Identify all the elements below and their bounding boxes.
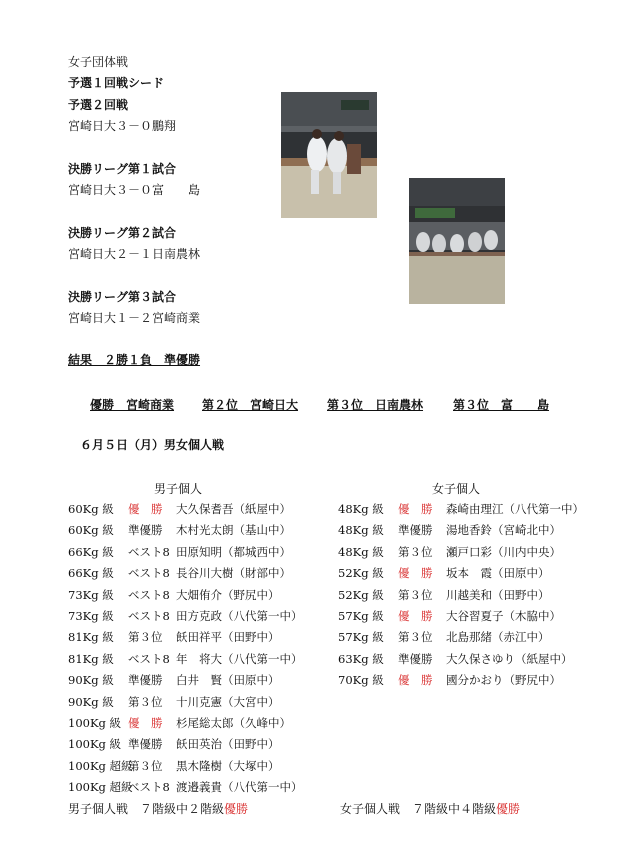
weight-class: 66Kg 級 [68, 544, 114, 559]
placement: 第３位 [398, 630, 433, 645]
athlete-name: 十川克憲（大宮中） [176, 694, 280, 709]
women-summary-red: 優勝 [496, 802, 521, 816]
weight-class: 48Kg 級 [338, 523, 384, 538]
weight-class: 81Kg 級 [68, 630, 114, 645]
round2-heading: 予選２回戦 [68, 98, 129, 112]
men-summary [68, 800, 248, 817]
weight-class: 100Kg 超級 [68, 780, 133, 795]
athlete-name: 飫田英治（田野中） [176, 737, 280, 752]
final-result: 結果 ２勝１負 準優勝 [68, 353, 201, 367]
placement: ベスト8 [128, 651, 170, 666]
weight-class: 70Kg 級 [338, 673, 384, 688]
judo-match-photo-icon [281, 92, 377, 218]
athlete-name: 瀬戸口彩（川内中央） [446, 544, 561, 559]
placement: 優 勝 [398, 502, 433, 516]
placement: 第３位 [128, 630, 163, 645]
weight-class: 57Kg 級 [338, 630, 384, 645]
ranking-1: 優勝 宮崎商業 [90, 398, 175, 412]
placement: 第３位 [128, 694, 163, 709]
weight-class: 60Kg 級 [68, 502, 114, 516]
men-heading: 男子個人 [154, 482, 203, 496]
placement: 優 勝 [398, 673, 433, 688]
weight-class: 57Kg 級 [338, 609, 384, 623]
athlete-name: 國分かおり（野尻中） [446, 673, 561, 688]
athlete-name: 渡邉義貴（八代第一中） [176, 780, 303, 795]
placement: 準優勝 [398, 523, 433, 538]
placement: 準優勝 [128, 673, 163, 688]
weight-class: 63Kg 級 [338, 651, 384, 666]
weight-class: 90Kg 級 [68, 694, 114, 709]
placement: ベスト8 [128, 544, 170, 559]
placement: 準優勝 [128, 737, 163, 752]
placement: 第３位 [398, 587, 433, 602]
athlete-name: 木村光太朗（基山中） [176, 523, 291, 538]
seed-heading: 予選１回戦シード [68, 76, 165, 90]
men-summary-red: 優勝 [224, 802, 249, 816]
athlete-name: 杉尾総太郎（久峰中） [176, 716, 291, 730]
placement: 第３位 [128, 758, 163, 773]
ranking-3: 第３位 日南農林 [327, 398, 424, 412]
athlete-name: 湯地香鈴（宮崎北中） [446, 523, 561, 538]
placement: ベスト8 [128, 566, 170, 581]
date-heading: ６月５日（月）男女個人戦 [80, 438, 225, 452]
athlete-name: 森崎由理江（八代第一中） [446, 502, 584, 516]
athlete-name: 白井 賢（田原中） [176, 673, 280, 688]
athlete-name: 黒木隆樹（大塚中） [176, 758, 280, 773]
athlete-name: 長谷川大樹（財部中） [176, 566, 291, 581]
weight-class: 52Kg 級 [338, 566, 384, 581]
athlete-name: 北島那緒（赤江中） [446, 630, 550, 645]
weight-class: 100Kg 級 [68, 737, 122, 752]
weight-class: 81Kg 級 [68, 651, 114, 666]
placement: ベスト8 [128, 780, 170, 795]
women-summary-text: 女子個人戦 ７階級中４階級 [340, 802, 497, 816]
league2-heading: 決勝リーグ第２試合 [68, 226, 177, 240]
athlete-name: 大久保耆吾（紙屋中） [176, 502, 291, 516]
weight-class: 48Kg 級 [338, 502, 384, 516]
weight-class: 60Kg 級 [68, 523, 114, 538]
judo-team-photo-icon [409, 178, 505, 304]
athlete-name: 大畑侑介（野尻中） [176, 587, 280, 602]
placement: 優 勝 [128, 716, 163, 730]
athlete-name: 田方克政（八代第一中） [176, 609, 303, 623]
placement: 優 勝 [128, 502, 163, 516]
league3-heading: 決勝リーグ第３試合 [68, 290, 177, 304]
athlete-name: 大久保さゆり（紙屋中） [446, 651, 573, 666]
placement: 第３位 [398, 544, 433, 559]
round2-result: 宮崎日大３－０鵬翔 [68, 119, 177, 133]
placement: ベスト8 [128, 587, 170, 602]
athlete-name: 川越美和（田野中） [446, 587, 550, 602]
weight-class: 100Kg 超級 [68, 758, 133, 773]
ranking-4: 第３位 富 島 [453, 398, 550, 412]
athlete-name: 飫田祥平（田野中） [176, 630, 280, 645]
weight-class: 90Kg 級 [68, 673, 114, 688]
weight-class: 73Kg 級 [68, 609, 114, 623]
weight-class: 48Kg 級 [338, 544, 384, 559]
placement: 優 勝 [398, 566, 433, 581]
weight-class: 100Kg 級 [68, 716, 122, 730]
placement: 準優勝 [128, 523, 163, 538]
weight-class: 66Kg 級 [68, 566, 114, 581]
women-summary [340, 800, 520, 817]
league3-result: 宮崎日大１－２宮崎商業 [68, 311, 201, 325]
league2-result: 宮崎日大２－１日南農林 [68, 247, 201, 261]
men-summary-text: 男子個人戦 ７階級中２階級 [68, 802, 225, 816]
athlete-name: 年 将大（八代第一中） [176, 651, 303, 666]
league1-result: 宮崎日大３－０富 島 [68, 183, 201, 197]
league1-heading: 決勝リーグ第１試合 [68, 162, 177, 176]
athlete-name: 大谷習夏子（木脇中） [446, 609, 561, 623]
ranking-2: 第２位 宮崎日大 [202, 398, 299, 412]
athlete-name: 田原知明（都城西中） [176, 544, 291, 559]
women-heading: 女子個人 [432, 482, 481, 496]
team-section-title: 女子団体戦 [68, 55, 129, 69]
placement: 優 勝 [398, 609, 433, 623]
weight-class: 73Kg 級 [68, 587, 114, 602]
placement: ベスト8 [128, 609, 170, 623]
placement: 準優勝 [398, 651, 433, 666]
weight-class: 52Kg 級 [338, 587, 384, 602]
athlete-name: 坂本 霞（田原中） [446, 566, 550, 581]
